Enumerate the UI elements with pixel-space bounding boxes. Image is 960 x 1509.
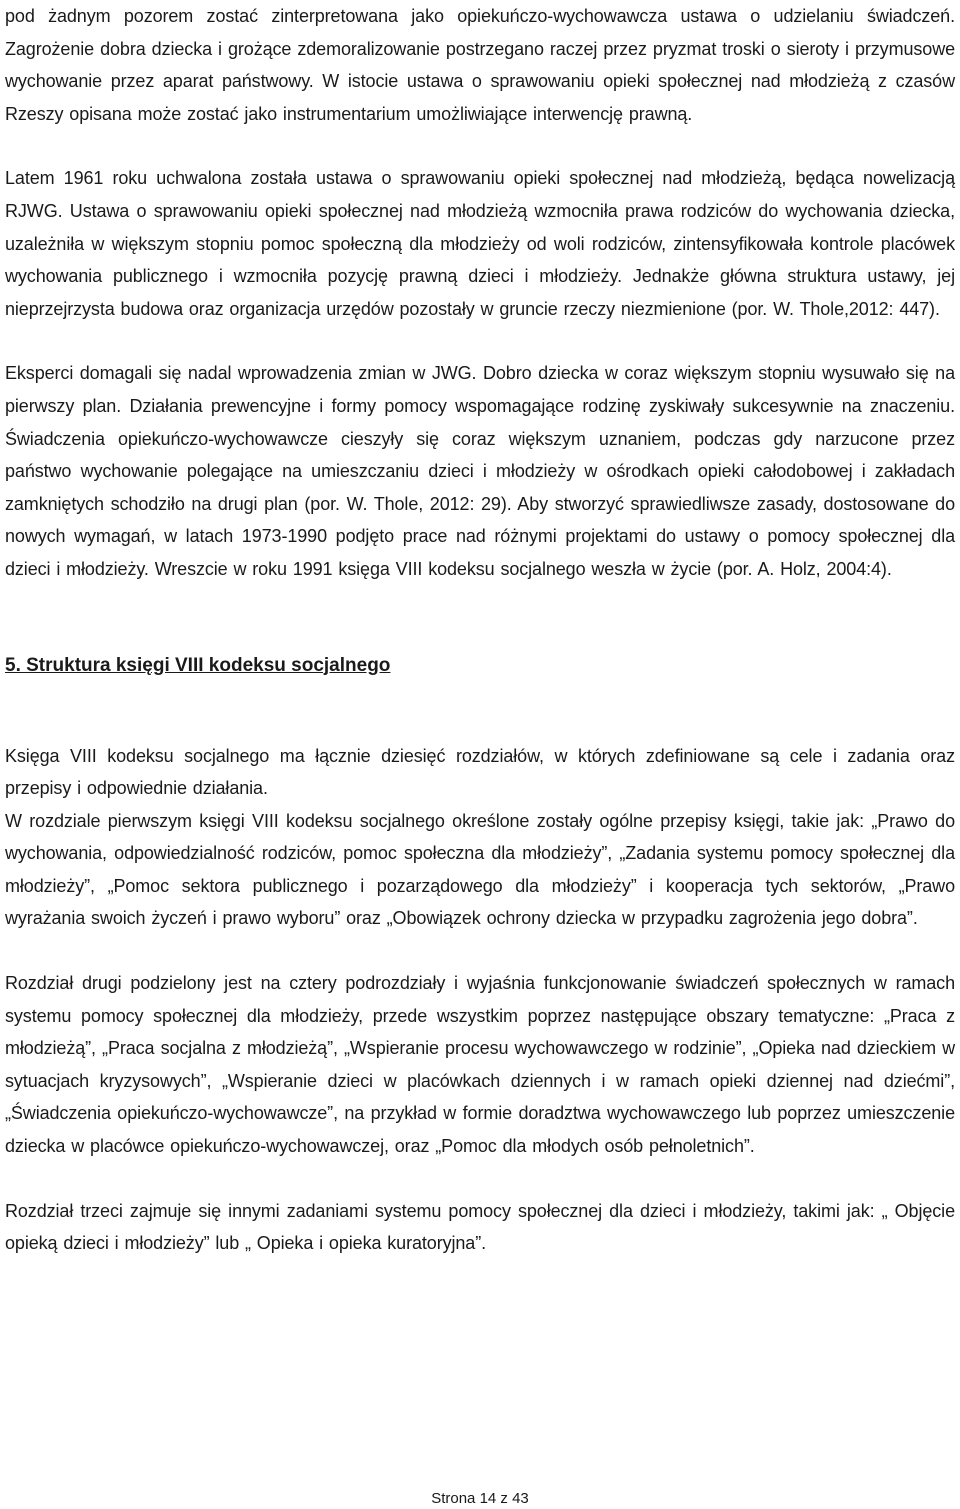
page-number-footer: Strona 14 z 43 bbox=[431, 1490, 529, 1507]
paragraph-chapter-one: W rozdziale pierwszym księgi VIII kodeksu socjalnego określone zostały ogólne przepisy księgi, takie jak: „Prawo do wychowania, odpowiedzialność rodziców, pomoc społeczna dla młodzieży”, „Zadania systemu pomocy społecznej dla młodzieży”, „Pomoc sektora publicznego i pozarządowego dla młodzieży” i kooperacja tych sektorów, „Prawo wyrażania swoich życzeń i prawo wyboru” oraz „Obowiązek ochrony dziecka w przypadku zagrożenia jego dobra”. bbox=[5, 810, 955, 929]
paragraph-experts: Eksperci domagali się nadal wprowadzenia zmian w JWG. Dobro dziecka w coraz większym stopniu wysuwało się na pierwszy plan. Działania prewencyjne i formy pomocy wspomagające rodzinę zyskiwały sukcesywnie na znaczeniu. Świadczenia opiekuńczo-wychowawcze cieszyły się coraz większym uznaniem, podczas gdy narzucone przez państwo wychowanie polegające na umieszczaniu dzieci i młodzieży w ośrodkach opieki całodobowej i zakładach zamkniętych schodziło na drugi plan (por. W. Thole, 2012: 29). Aby stworzyć sprawiedliwsze zasady, dostosowane do nowych wymagań, w latach 1973-1990 podjęto prace nad różnymi projektami do ustawy o pomocy społecznej dla dzieci i młodzieży. Wreszcie w roku 1991 księga VIII kodeksu socjalnego weszła w życie (por. A. Holz, 2004:4). bbox=[5, 363, 955, 579]
document-page bbox=[5, 0, 955, 1260]
paragraph-book-viii: Księga VIII kodeksu socjalnego ma łącznie dziesięć rozdziałów, w których zdefiniowane są cele i zadania oraz przepisy i odpowiednie działania. bbox=[5, 745, 955, 799]
paragraph-gap bbox=[5, 130, 955, 162]
paragraph-chapter-two: Rozdział drugi podzielony jest na cztery podrozdziały i wyjaśnia funkcjonowanie świadczeń społecznych w ramach systemu pomocy społecznej dla młodzieży, przede wszystkim poprzez następujące obszary tematyczne: „Praca z młodzieżą”, „Praca socjalna z młodzieżą”, „Wspieranie procesu wychowawczego w rodzinie”, „Opieka nad dzieckiem w sytuacjach kryzysowych”, „Wspieranie dzieci w placówkach dziennych i w ramach opieki dziennej nad dziećmi”, „Świadczenia opiekuńczo-wychowawcze”, na przykład w formie doradztwa wychowawczego lub poprzez umieszczenie dziecka w placówce opiekuńczo-wychowawczej, oraz „Pomoc dla młodych osób pełnoletnich”. bbox=[5, 973, 955, 1157]
paragraph-chapter-three: Rozdział trzeci zajmuje się innymi zadaniami systemu pomocy społecznej dla dzieci i młodzieży, takimi jak: „ Objęcie opieką dzieci i młodzieży” lub „ Opieka i opieka kuratoryjna”. bbox=[5, 1200, 955, 1254]
paragraph-gap bbox=[5, 325, 955, 357]
paragraph-gap bbox=[5, 935, 955, 967]
section-heading: 5. Struktura księgi VIII kodeksu socjalnego bbox=[5, 654, 391, 676]
section-gap bbox=[5, 586, 955, 650]
paragraph-1961-law: Latem 1961 roku uchwalona została ustawa o sprawowaniu opieki społecznej nad młodzieżą, będąca nowelizacją RJWG. Ustawa o sprawowaniu opieki społecznej nad młodzieżą wzmocniła prawa rodziców do wychowania dziecka, uzależniła w większym stopniu pomoc społeczną dla młodzieży od woli rodziców, zintensyfikowała kontrole placówek wychowania publicznego i wzmocniła pozycję prawną dzieci i młodzieży. Jednakże główna struktura ustawy, jej nieprzejrzysta budowa oraz organizacja urzędów pozostały w gruncie rzeczy niezmienione (por. W. Thole,2012: 447). bbox=[5, 168, 955, 319]
paragraph-gap bbox=[5, 1163, 955, 1195]
paragraph-reich-law: pod żadnym pozorem zostać zinterpretowana jako opiekuńczo-wychowawcza ustawa o udzielaniu świadczeń. Zagrożenie dobra dziecka i grożące zdemoralizowanie postrzegano raczej przez pryzmat troski o sieroty i przymusowe wychowanie przez aparat państwowy. W istocie ustawa o sprawowaniu opieki społecznej nad młodzieżą z czasów Rzeszy opisana może zostać jako instrumentarium umożliwiające interwencję prawną. bbox=[5, 6, 955, 124]
section-gap bbox=[5, 682, 955, 740]
